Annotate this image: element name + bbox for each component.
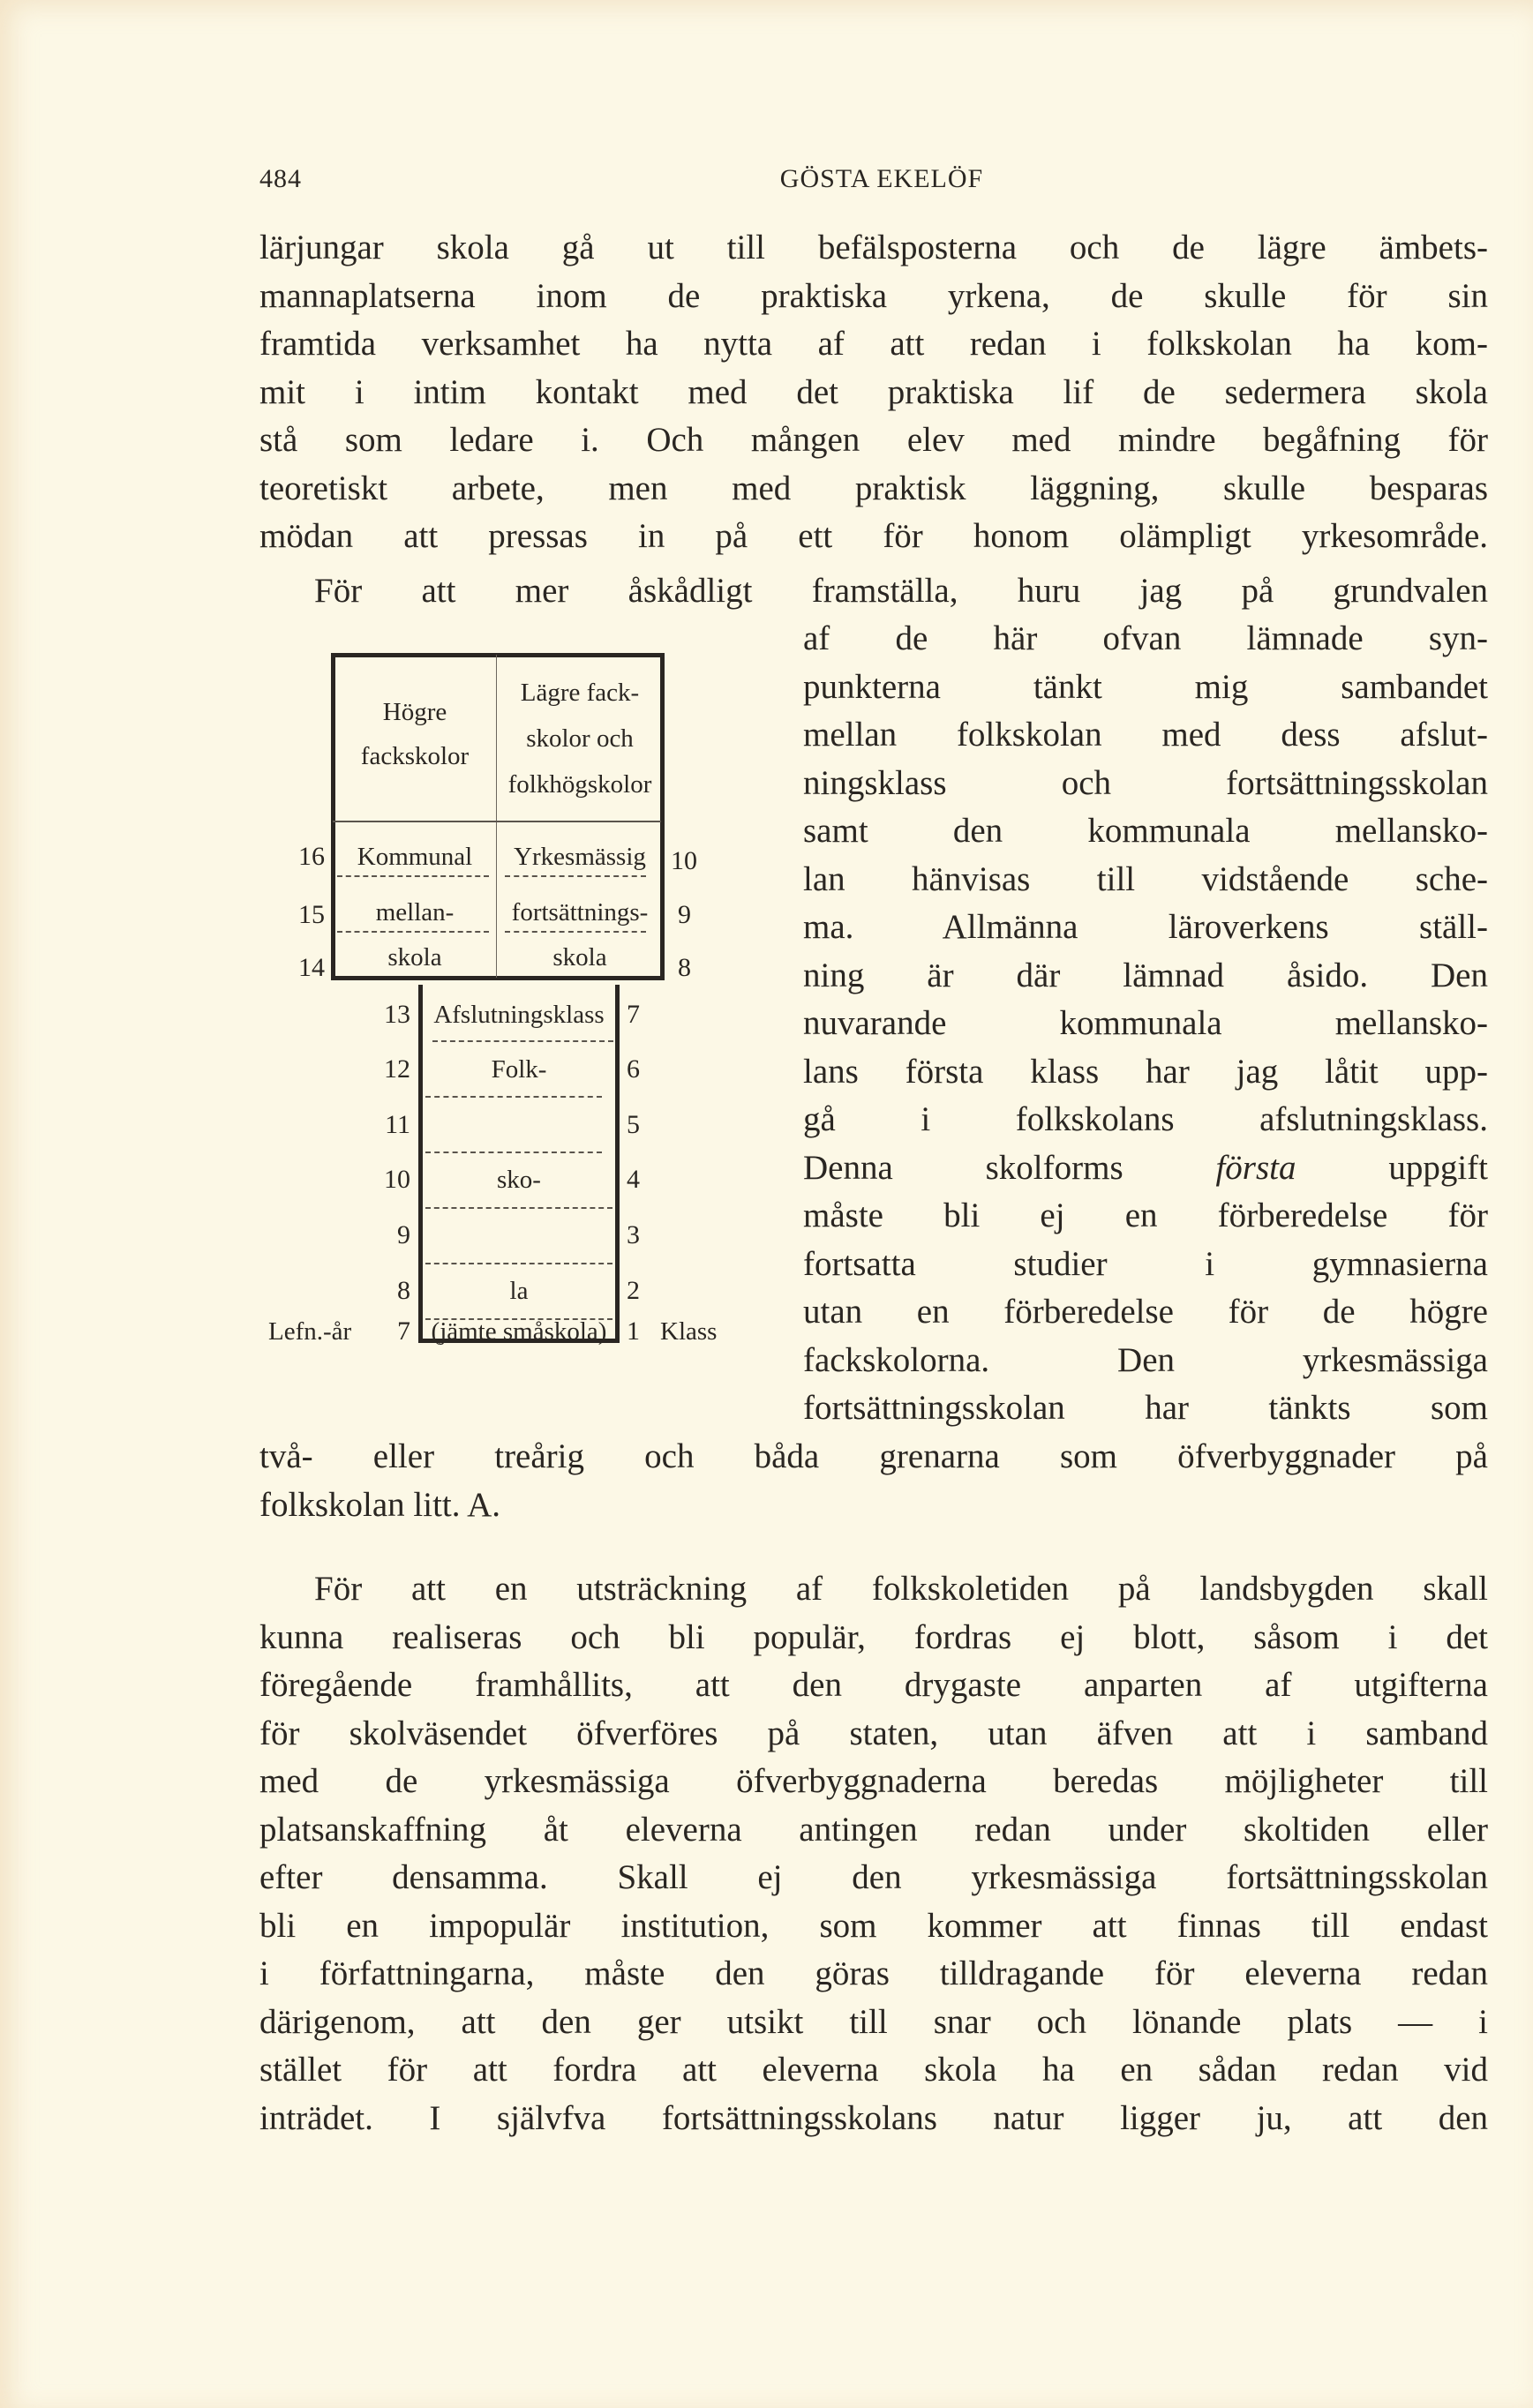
header-hogre-2: fackskolor (360, 742, 470, 770)
text-line: stå som ledare i. Och mången elev med mindre begåfning för (259, 421, 1488, 459)
header-lagre-2: skolor och (526, 724, 634, 753)
paragraph-3 (259, 1565, 1488, 2142)
diagram-right-border (660, 653, 665, 979)
text-line: stället för att fordra att eleverna skola ha en sådan redan vid (259, 2051, 1488, 2089)
text-line: därigenom, att den ger utsikt till snar och lönande plats — i (259, 2002, 1488, 2041)
class-axis-label: Klass (660, 1317, 718, 1346)
text-run: Denna skolforms (803, 1148, 1216, 1187)
text-line: mannaplatserna inom de praktiska yrkena, de skulle för sin (259, 276, 1488, 315)
middle-left-1: Kommunal (357, 843, 473, 871)
text-line: med de yrkesmässiga öfverbyggnaderna beredas möjligheter till (259, 1762, 1488, 1800)
age-label: 8 (397, 1276, 410, 1305)
text-line: samt den kommunala mellansko- (803, 812, 1488, 850)
text-line: gå i folkskolans afslutningsklass. (803, 1100, 1488, 1138)
class-label: 9 (678, 900, 691, 929)
text-line: mödan att pressas in på ett för honom olämpligt yrkesområde. (259, 517, 1488, 555)
diagram-middle-border (331, 976, 665, 980)
class-label: 1 (627, 1317, 640, 1346)
class-label: 6 (627, 1054, 640, 1084)
text-line: folkskolan litt. A. (259, 1485, 500, 1524)
age-label: 12 (384, 1054, 410, 1084)
row-divider (337, 875, 489, 877)
row-divider (425, 1207, 612, 1209)
row-divider (337, 931, 489, 933)
text-line: teoretiskt arbete, men med praktisk läggning, skulle besparas (259, 469, 1488, 507)
row-divider (505, 875, 646, 877)
class-label: 10 (671, 846, 697, 875)
running-title: GÖSTA EKELÖF (779, 164, 984, 193)
text-line: kunna realiseras och bli populär, fordras ej blott, såsom i det (259, 1617, 1488, 1656)
class-label: 2 (627, 1276, 640, 1305)
folkskola-row-7: (jämte småskola) (431, 1317, 607, 1346)
age-label: 15 (298, 900, 325, 929)
header-lagre-3: folkhögskolor (507, 770, 652, 799)
text-line: fortsättningsskolan har tänkts som (803, 1389, 1488, 1427)
age-axis-label: Lefn.-år (268, 1317, 352, 1346)
middle-right-2: fortsättnings- (511, 898, 649, 926)
age-label: 10 (384, 1165, 410, 1194)
header-divider (333, 821, 661, 822)
middle-left-3: skola (387, 943, 442, 971)
text-line: ma. Allmänna läroverkens ställ- (803, 908, 1488, 946)
folkskola-row-4: sko- (497, 1166, 541, 1194)
text-line: inträdet. I självfva fortsättningsskolans natur ligger ju, att den (259, 2098, 1488, 2137)
folkskola-row-1: Afslutningsklass (433, 1001, 605, 1029)
folkskola-row-2: Folk- (491, 1055, 547, 1084)
row-divider (425, 1096, 602, 1098)
text-line: fortsatta studier i gymnasierna (803, 1244, 1488, 1283)
text-line: punkterna tänkt mig sambandet (803, 667, 1488, 706)
text-line: utan en förberedelse för de högre (803, 1293, 1488, 1331)
row-divider (425, 1151, 602, 1153)
class-label: 5 (627, 1110, 640, 1139)
class-label: 3 (627, 1220, 640, 1249)
paragraph-1 (259, 224, 1488, 561)
text-line: lans första klass har jag låtit upp- (803, 1052, 1488, 1091)
age-label: 13 (384, 1000, 410, 1029)
text-line: För att en utsträckning af folkskoletiden på landsbygden skall (314, 1570, 1488, 1608)
text-line-emphasis (803, 1144, 1488, 1193)
age-label: 16 (298, 842, 325, 871)
text-line: platsanskaffning åt eleverna antingen redan under skoltiden eller (259, 1810, 1488, 1849)
text-line: måste bli ej en förberedelse för (803, 1196, 1488, 1234)
italic-text: första (1215, 1148, 1296, 1187)
text-line: nuvarande kommunala mellansko- (803, 1004, 1488, 1042)
text-line: ning är där lämnad åsido. Den (803, 956, 1488, 994)
header-hogre-1: Högre (382, 698, 447, 726)
class-label: 8 (678, 953, 691, 982)
class-label: 7 (627, 1000, 640, 1029)
column-divider (496, 655, 497, 978)
text-line: efter densamma. Skall ej den yrkesmässiga fortsättningsskolan (259, 1858, 1488, 1896)
paragraph-2-first-line (259, 567, 1488, 616)
row-divider (432, 1040, 613, 1042)
text-line: bli en impopulär institution, som kommer att finnas till endast (259, 1906, 1488, 1945)
text-line: mit i intim kontakt med det praktiska lif de sedermera skola (259, 372, 1488, 411)
age-label: 7 (397, 1317, 410, 1346)
folkskola-row-6: la (509, 1277, 529, 1305)
text-line: i författningarna, måste den göras tilldragande för eleverna redan (259, 1954, 1488, 1992)
class-label: 4 (627, 1165, 640, 1194)
text-line: lärjungar skola gå ut till befälsposterna och de lägre ämbets- (259, 229, 1488, 266)
text-line: föregående framhållits, att den drygaste anparten af utgifterna (259, 1666, 1488, 1704)
text-line: lan hänvisas till vidstående sche- (803, 859, 1488, 898)
age-label: 9 (397, 1220, 410, 1249)
middle-right-3: skola (552, 943, 607, 971)
text-line: af de här ofvan lämnade syn- (803, 619, 1488, 657)
text-line: fackskolorna. Den yrkesmässiga (803, 1340, 1488, 1379)
running-head (259, 164, 1486, 199)
text-line: mellan folkskolan med dess afslut- (803, 716, 1488, 754)
middle-right-1: Yrkesmässig (514, 843, 646, 871)
diagram-top-border (331, 653, 665, 657)
folkskola-right-border (615, 985, 620, 1342)
middle-left-2: mellan- (375, 898, 455, 926)
row-divider (425, 1263, 612, 1264)
age-label: 11 (385, 1110, 410, 1139)
paragraph-2-tail (259, 1433, 1488, 1529)
text-line: två- eller treårig och båda grenarna som öfverbyggnader på (259, 1437, 1488, 1475)
text-line: framtida verksamhet ha nytta af att redan i folkskolan ha kom- (259, 325, 1488, 363)
text-line: ningsklass och fortsättningsskolan (803, 763, 1488, 802)
age-label: 14 (298, 953, 325, 982)
paragraph-2-column (803, 615, 1488, 1433)
row-divider (505, 931, 646, 933)
school-system-diagram (238, 653, 785, 1403)
page-number: 484 (259, 164, 302, 193)
header-lagre-1: Lägre fack- (520, 679, 640, 707)
text-line: För att mer åskådligt framställa, huru jag på grundvalen (314, 572, 1488, 610)
text-line: för skolväsendet öfverföres på staten, utan äfven att i samband (259, 1714, 1488, 1752)
text-run: uppgift (1296, 1148, 1488, 1187)
